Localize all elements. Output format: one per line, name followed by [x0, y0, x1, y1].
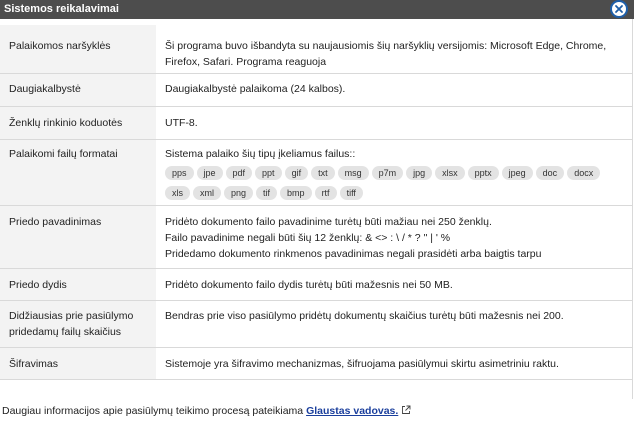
file-format-chip: txt [311, 166, 335, 180]
file-format-chip: tif [256, 186, 277, 200]
row-value [156, 268, 632, 300]
row-label: Palaikomi failų formatai [0, 139, 156, 205]
file-format-chip: pdf [226, 166, 253, 180]
file-format-chip: tiff [340, 186, 363, 200]
dialog-titlebar [0, 0, 634, 19]
file-format-chip: ppt [255, 166, 282, 180]
table-row [0, 205, 632, 268]
row-label: Daugiakalbystė [0, 73, 156, 106]
table-row [0, 73, 632, 106]
value-line: Firefox, Safari. Programa reaguoja [165, 56, 327, 68]
close-icon [614, 4, 624, 14]
table-row [0, 25, 632, 73]
value-line: Pridėto dokumento failo dydis turėtų būti mažesnis nei 50 MB. [165, 278, 453, 291]
row-value [156, 205, 632, 268]
file-format-chip: msg [338, 166, 369, 180]
row-value [156, 300, 632, 347]
dialog-title: Sistemos reikalavimai [4, 3, 119, 15]
close-button[interactable] [610, 0, 628, 18]
value-line: Failo pavadinime negali būti šių 12 ženklų: & <> : \ / * ? " | ' % [165, 231, 451, 244]
file-format-chip: xlsx [435, 166, 465, 180]
table-row [0, 106, 632, 139]
value-line: Pridėto dokumento failo pavadinime turėtų būti mažiau nei 250 ženklų. [165, 215, 492, 228]
row-value [156, 139, 632, 205]
row-label: Priedo dydis [0, 268, 156, 300]
value-line: Sistemoje yra šifravimo mechanizmas, šifruojama pasiūlymui skirtu asimetriniu raktu. [165, 357, 559, 370]
dialog-border [632, 19, 633, 399]
table-row [0, 139, 632, 205]
file-format-chip: xls [165, 186, 190, 200]
file-format-chip: docx [567, 166, 600, 180]
file-format-chip: bmp [280, 186, 312, 200]
file-format-chip: pps [165, 166, 194, 180]
row-label: Palaikomos naršyklės [0, 25, 156, 73]
file-format-chip: p7m [372, 166, 404, 180]
row-label: Didžiausias prie pasiūlymo pridedamų failų skaičius [0, 300, 156, 347]
requirements-table [0, 25, 632, 380]
row-value [156, 347, 632, 379]
file-format-chip: doc [536, 166, 565, 180]
file-format-chip: xml [193, 186, 221, 200]
footer-text: Daugiau informacijos apie pasiūlymų teikimo procesą pateikiama [2, 405, 304, 417]
row-value [156, 106, 632, 139]
file-format-chip: jpg [406, 166, 432, 180]
value-line: Bendras prie viso pasiūlymo pridėtų dokumentų skaičius turėtų būti mažesnis nei 200. [165, 309, 564, 322]
row-label: Ženklų rinkinio koduotės [0, 106, 156, 139]
value-line: Sistema palaiko šių tipų įkeliamus failus:: [165, 147, 356, 160]
external-link-icon[interactable] [401, 405, 411, 415]
file-format-chip: gif [285, 166, 309, 180]
value-line: Ši programa buvo išbandyta su naujausiomis šių naršyklių versijomis: Microsoft Edge, Chrome, [165, 40, 607, 52]
value-line: Daugiakalbystė palaikoma (24 kalbos). [165, 82, 346, 95]
footer-note [2, 405, 411, 417]
row-label: Priedo pavadinimas [0, 205, 156, 268]
table-row [0, 347, 632, 379]
row-label: Šifravimas [0, 347, 156, 379]
row-value [156, 73, 632, 106]
file-format-chip: jpeg [502, 166, 533, 180]
guide-link[interactable]: Glaustas vadovas. [306, 405, 399, 417]
value-line: UTF-8. [165, 116, 198, 129]
table-row [0, 300, 632, 347]
file-format-chip: rtf [315, 186, 337, 200]
file-format-chip: jpe [197, 166, 223, 180]
row-value [156, 25, 632, 73]
table-row [0, 268, 632, 300]
file-format-chip: png [224, 186, 253, 200]
file-format-chip: pptx [468, 166, 499, 180]
file-format-list [165, 165, 625, 205]
value-line: Pridedamo dokumento rinkmenos pavadinimas negali prasidėti arba baigtis tarpu [165, 247, 542, 260]
